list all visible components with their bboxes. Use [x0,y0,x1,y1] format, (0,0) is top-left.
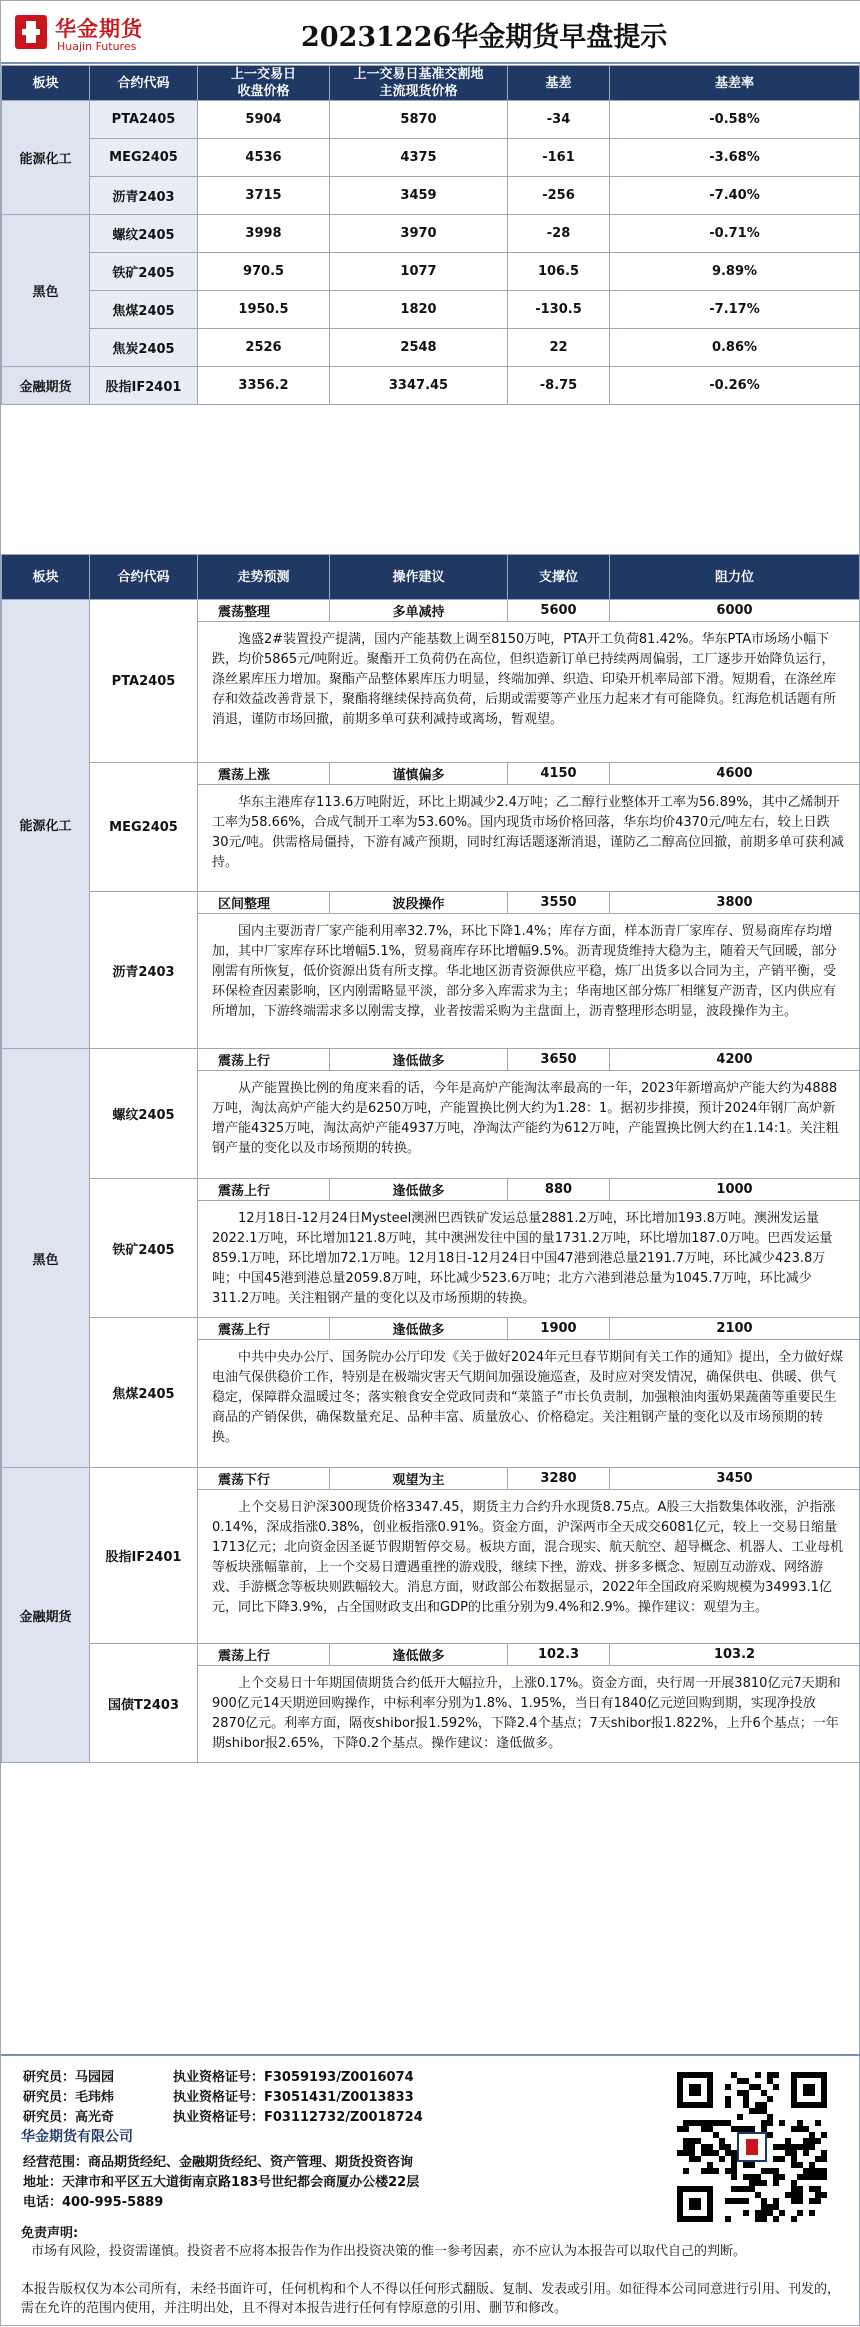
contract-code: 股指IF2401 [90,367,198,405]
analysis-text-cell [198,914,860,1049]
analysis-text: 中共中央办公厅、国务院办公厅印发《关于做好2024年元旦春节期间有关工作的通知》提出，全力做好煤电油气保供稳价工作，特别是在极端灾害天气期间加强设施巡查，及时应对突发情况，确保供电、供暖、供气稳定，保障群众温暖过冬；落实粮食安全党政同责和“菜篮子”市长负责制，加强粮油肉蛋奶果蔬菌等重要民生商品的产销保供，确保数量充足、品种丰富、质量放心、价格稳定。关注粗钢产量的变化以及市场预期的转换。 [212,1350,844,1445]
analysis-text: 12月18日-12月24日Mysteel澳洲巴西铁矿发运总量2881.2万吨，环比增加193.8万吨。澳洲发运量2022.1万吨，环比增加121.8万吨，其中澳洲发往中国的量1731.2万吨，环比增加187.0万吨。巴西发运量859.1万吨，环比增加72.1万吨。12月18日-12月24日中国47港到港总量2191.7万吨，环比减少423.8万吨；中国45港到港总量2059.8万吨，环比减少523.6万吨；北方六港到港总量为1045.7万吨，环比减少311.2万吨。关注粗钢产量的变化以及市场预期的转换。 [212,1211,833,1306]
researcher-cert: 执业资格证号：F3059193/Z0016074 [173,2070,414,2085]
support-cell: 3650 [508,1049,610,1071]
basis-rate: -0.71% [610,215,860,253]
basis-rate: -0.26% [610,367,860,405]
header2-support: 支撑位 [508,555,610,600]
support-cell: 5600 [508,600,610,622]
spot-price: 3970 [330,215,508,253]
sector-cell: 能源化工 [2,600,90,1049]
basis-rate: -7.40% [610,177,860,215]
researcher-cert: 执业资格证号：F03112732/Z0018724 [173,2110,423,2125]
contract-code: 螺纹2405 [90,215,198,253]
close-price: 3356.2 [198,367,330,405]
advice-cell: 观望为主 [330,1468,508,1490]
resist-cell: 3450 [610,1468,860,1490]
strategy-sub-row [2,1644,860,1666]
disclaimer-title: 免责声明: [21,2226,79,2241]
spot-price: 1077 [330,253,508,291]
basis-value: 22 [508,329,610,367]
basis-value: -161 [508,139,610,177]
advice-cell: 逢低做多 [330,1049,508,1071]
trend-cell: 震荡上涨 [198,763,330,785]
strategy-sub-row [2,1318,860,1340]
contract-code: 沥青2403 [90,892,198,1049]
support-cell: 3280 [508,1468,610,1490]
analysis-text-cell [198,1340,860,1468]
analysis-text: 逸盛2#装置投产提满，国内产能基数上调至8150万吨，PTA开工负荷81.42%。华东PTA市场场小幅下跌，均价5865元/吨附近。聚酯开工负荷仍在高位，但织造新订单已持续两周偏弱，工厂逐步开始降负运行，涤丝累库压力增加。聚酯产品整体累库压力明显，终端加弹、织造、印染开机率局部下滑。短期看，在涤丝库存和效益改善背景下，聚酯将继续保持高负荷，后期或需要等产业压力起来才有可能降负。红海危机话题有所消退，谨防市场回撤，前期多单可获利减持或离场，暂观望。 [212,632,837,727]
basis-value: -28 [508,215,610,253]
contract-code: MEG2405 [90,139,198,177]
contract-code: 螺纹2405 [90,1049,198,1179]
sector-cell: 能源化工 [2,101,90,215]
researcher-cert: 执业资格证号：F3051431/Z0013833 [173,2090,414,2105]
analysis-text-cell [198,785,860,892]
close-price: 3715 [198,177,330,215]
spot-price: 3459 [330,177,508,215]
trend-cell: 震荡上行 [198,1318,330,1340]
logo-mark-icon [15,15,47,49]
basis-row [2,291,860,329]
analysis-text: 从产能置换比例的角度来看的话，今年是高炉产能淘汰率最高的一年，2023年新增高炉产能大约为4888万吨，淘汰高炉产能大约是6250万吨，产能置换比例大约为1.28：1。据初步排摸，预计2024年钢厂高炉新增产能4325万吨，淘汰高炉产能4937万吨，净淘汰产能约为612万吨，产能置换比例大约在1.14:1。关注粗钢产量的变化以及市场预期的转换。 [212,1081,839,1156]
support-cell: 102.3 [508,1644,610,1666]
close-price: 2526 [198,329,330,367]
spot-price: 4375 [330,139,508,177]
basis-row [2,253,860,291]
resist-cell: 6000 [610,600,860,622]
trend-cell: 区间整理 [198,892,330,914]
spot-price: 5870 [330,101,508,139]
business-scope: 经营范围：商品期货经纪、金融期货经纪、资产管理、期货投资咨询 [23,2155,414,2170]
resist-cell: 1000 [610,1179,860,1201]
researcher-row [23,2066,414,2085]
advice-cell: 逢低做多 [330,1318,508,1340]
basis-table [1,65,860,405]
strategy-sub-row [2,892,860,914]
analysis-text-cell [198,1666,860,1763]
close-price: 3998 [198,215,330,253]
header2-advice: 操作建议 [330,555,508,600]
header-basis: 基差 [508,66,610,101]
basis-row [2,101,860,139]
company-address: 地址：天津市和平区五大道街南京路183号世纪都会商厦办公楼22层 [23,2175,420,2190]
logo-cn: 华金期货 [55,17,143,41]
company-phone: 电话：400-995-5889 [23,2195,164,2210]
report-header [1,1,860,64]
support-cell: 4150 [508,763,610,785]
researcher-row [23,2086,414,2105]
researcher-name: 研究员：高光奇 [23,2110,115,2125]
researcher-name: 研究员：马园园 [23,2070,115,2085]
sector-cell: 金融期货 [2,1468,90,1763]
header2-resist: 阻力位 [610,555,860,600]
resist-cell: 103.2 [610,1644,860,1666]
trend-cell: 震荡上行 [198,1179,330,1201]
basis-rate: -3.68% [610,139,860,177]
sector-cell: 黑色 [2,215,90,367]
company-logo [11,11,181,55]
support-cell: 3550 [508,892,610,914]
logo-en: Huajin Futures [57,40,137,53]
header2-code: 合约代码 [90,555,198,600]
resist-cell: 4600 [610,763,860,785]
analysis-text-cell [198,1071,860,1179]
spot-price: 1820 [330,291,508,329]
header-spot: 上一交易日基准交割地 主流现货价格 [330,66,508,101]
strategy-sub-row [2,1049,860,1071]
spot-price: 3347.45 [330,367,508,405]
advice-cell: 多单减持 [330,600,508,622]
researcher-name: 研究员：毛玮炜 [23,2090,115,2105]
advice-cell: 逢低做多 [330,1179,508,1201]
header-code: 合约代码 [90,66,198,101]
analysis-text: 上个交易日沪深300现货价格3347.45，期货主力合约升水现货8.75点。A股三大指数集体收涨，沪指涨0.14%，深成指涨0.38%，创业板指涨0.91%。资金方面，沪深两市全天成交6081亿元，较上一交易日缩量1713亿元；北向资金因圣诞节假期暂停交易。板块方面，混合现实、航天航空、超导概念、机器人、工业母机等板块涨幅靠前，上一个交易日遭遇重挫的游戏股，继续下挫，游戏、拼多多概念、短剧互动游戏、网络游戏、手游概念等板块则跌幅较大。消息方面，财政部公布数据显示，2022年全国政府采购规模为34993.1亿元，同比下降3.9%，占全国财政支出和GDP的比重分别为9.4%和2.9%。操作建议：观望为主。 [212,1500,844,1615]
close-price: 5904 [198,101,330,139]
support-cell: 880 [508,1179,610,1201]
header2-sector: 板块 [2,555,90,600]
contract-code: PTA2405 [90,600,198,763]
strategy-sub-row [2,1468,860,1490]
support-cell: 1900 [508,1318,610,1340]
contract-code: 焦煤2405 [90,291,198,329]
advice-cell: 谨慎偏多 [330,763,508,785]
basis-header-row [2,66,860,101]
sector-cell: 金融期货 [2,367,90,405]
analysis-text: 上个交易日十年期国债期货合约低开大幅拉升，上涨0.17%。资金方面，央行周一开展3810亿元7天期和900亿元14天期逆回购操作，中标利率分别为1.8%、1.95%，当日有1840亿元逆回购到期，实现净投放2870亿元。利率方面，隔夜shibor报1.592%，下降2.4个基点；7天shibor报1.822%，上升6个基点；一年期shibor报2.65%，下降0.2个基点。操作建议：逢低做多。 [212,1676,841,1751]
strategy-sub-row [2,763,860,785]
company-name: 华金期货有限公司 [21,2129,133,2145]
header2-trend: 走势预测 [198,555,330,600]
close-price: 1950.5 [198,291,330,329]
basis-value: 106.5 [508,253,610,291]
basis-row [2,329,860,367]
close-price: 970.5 [198,253,330,291]
researcher-row [23,2106,423,2125]
close-price: 4536 [198,139,330,177]
trend-cell: 震荡整理 [198,600,330,622]
basis-value: -34 [508,101,610,139]
advice-cell: 逢低做多 [330,1644,508,1666]
basis-row [2,367,860,405]
contract-code: 沥青2403 [90,177,198,215]
trend-cell: 震荡上行 [198,1049,330,1071]
qr-code-icon [677,2072,827,2222]
contract-code: PTA2405 [90,101,198,139]
strategy-header-row [2,555,860,600]
sector-cell: 黑色 [2,1049,90,1468]
contract-code: 股指IF2401 [90,1468,198,1644]
resist-cell: 4200 [610,1049,860,1071]
basis-value: -256 [508,177,610,215]
analysis-text-cell [198,622,860,763]
basis-row [2,139,860,177]
header-sector: 板块 [2,66,90,101]
spot-price: 2548 [330,329,508,367]
report-title: 20231226华金期货早盘提示 [301,22,668,53]
strategy-sub-row [2,600,860,622]
contract-code: 焦炭2405 [90,329,198,367]
contract-code: 铁矿2405 [90,253,198,291]
basis-rate: -0.58% [610,101,860,139]
contract-code: 焦煤2405 [90,1318,198,1468]
resist-cell: 2100 [610,1318,860,1340]
basis-value: -130.5 [508,291,610,329]
contract-code: 国债T2403 [90,1644,198,1763]
report-footer [1,2054,860,2327]
contract-code: 铁矿2405 [90,1179,198,1318]
disclaimer-text-2: 本报告版权仅为本公司所有，未经书面许可，任何机构和个人不得以任何形式翻版、复制、发表或引用。如征得本公司同意进行引用、刊发的，需在允许的范围内使用，并注明出处，且不得对本报告进行任何有悖原意的引用、删节和修改。 [21,2282,841,2316]
basis-rate: 0.86% [610,329,860,367]
basis-value: -8.75 [508,367,610,405]
trend-cell: 震荡下行 [198,1468,330,1490]
analysis-text: 国内主要沥青厂家产能利用率32.7%，环比下降1.4%；库存方面，样本沥青厂家库存、贸易商库存均增加，其中厂家库存环比增幅5.1%，贸易商库存环比增幅9.5%。沥青现货维持大稳为主，随着天气回暖，部分刚需有所恢复，低价资源出货有所支撑。华北地区沥青资源供应平稳，炼厂出货多以合同为主，产销平衡，受环保检查因素影响，区内刚需略显平淡，部分多入库需求为主；华南地区部分炼厂相继复产沥青，区内供应有所增加，下游终端需求多以刚需支撑，业者按需采购为主盘面上，沥青整理形态明显，波段操作为主。 [212,924,838,1019]
header-basis-rate: 基差率 [610,66,860,101]
basis-row [2,215,860,253]
analysis-text-cell [198,1490,860,1644]
analysis-text: 华东主港库存113.6万吨附近，环比上期减少2.4万吨；乙二醇行业整体开工率为56.89%，其中乙烯制开工率为58.66%，合成气制开工率为53.60%。国内现货市场价格回落，华东均价4370元/吨左右，较上日跌30元/吨。供需格局僵持，下游有减产预期，同时红海话题逐渐消退，谨防乙二醇高位回撤，前期多单可获利减持。 [212,795,844,870]
resist-cell: 3800 [610,892,860,914]
basis-rate: -7.17% [610,291,860,329]
basis-rate: 9.89% [610,253,860,291]
contract-code: MEG2405 [90,763,198,892]
header-close: 上一交易日 收盘价格 [198,66,330,101]
strategy-table [1,554,860,1763]
strategy-sub-row [2,1179,860,1201]
disclaimer-text-1: 市场有风险，投资需谨慎。投资者不应将本报告作为作出投资决策的惟一参考因素，亦不应认为本报告可以取代自己的判断。 [31,2244,747,2259]
advice-cell: 波段操作 [330,892,508,914]
analysis-text-cell [198,1201,860,1318]
trend-cell: 震荡上行 [198,1644,330,1666]
basis-row [2,177,860,215]
